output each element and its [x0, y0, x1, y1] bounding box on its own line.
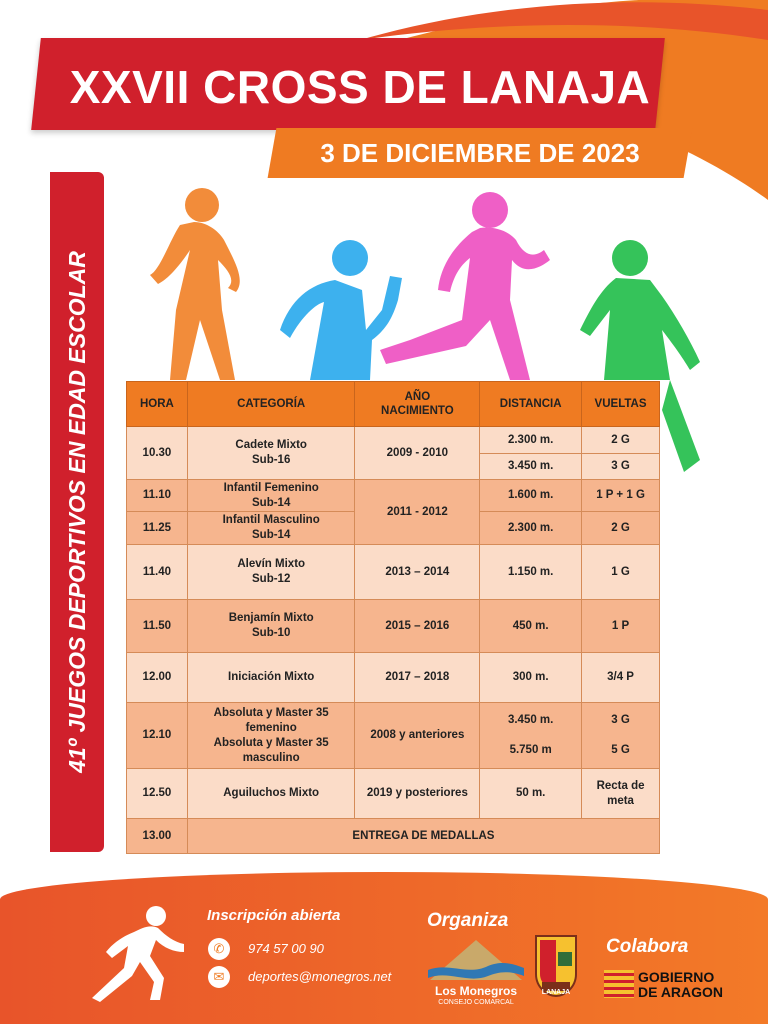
header-ano: AÑO NACIMIENTO: [355, 382, 480, 427]
runner-blue-figure: [280, 240, 402, 380]
table-row: 11.50 Benjamín Mixto Sub-10 2015 – 2016 450 m. 1 P: [127, 600, 660, 653]
table-row: 13.00 ENTREGA DE MEDALLAS: [127, 819, 660, 854]
email-icon: ✉: [208, 966, 230, 988]
footer-runner-icon: [84, 902, 194, 1002]
table-row: 11.10 Infantil Femenino Sub-14 2011 - 2012 1.600 m. 1 P + 1 G: [127, 480, 660, 512]
runner-orange-figure: [150, 188, 240, 380]
table-row: 11.25 Infantil Masculino Sub-14 2.300 m. 2 G: [127, 512, 660, 545]
schedule-table: [126, 381, 660, 854]
lanaja-logo-label: LANAJA: [541, 989, 571, 996]
table-row: 12.50 Aguiluchos Mixto 2019 y posteriores 50 m. Recta de meta: [127, 769, 660, 819]
email-link[interactable]: deportes@monegros.net: [248, 969, 392, 984]
monegros-logo-title: Los Monegros: [434, 984, 517, 998]
table-row: 12.10 Absoluta y Master 35 femenino Absoluta y Master 35 masculino 2008 y anteriores 3.450 m. 5.750 m 3 G 5 G: [127, 703, 660, 769]
monegros-logo-subtitle: CONSEJO COMARCAL: [438, 999, 514, 1006]
phone-icon: ✆: [208, 938, 230, 960]
event-date: 3 DE DICIEMBRE DE 2023: [320, 138, 640, 168]
header-categoria: CATEGORÍA: [187, 382, 355, 427]
table-row: 12.00 Iniciación Mixto 2017 – 2018 300 m. 3/4 P: [127, 653, 660, 703]
monegros-logo-mark: [428, 936, 524, 986]
table-row: 10.30 Cadete Mixto Sub-16 2009 - 2010 2.300 m. 2 G: [127, 427, 660, 454]
gobierno-logo-line2: DE ARAGON: [638, 984, 724, 1000]
side-banner-text: 41º JUEGOS DEPORTIVOS EN EDAD ESCOLAR: [64, 251, 90, 773]
header-distancia: DISTANCIA: [480, 382, 582, 427]
table-row: 11.40 Alevín Mixto Sub-12 2013 – 2014 1.150 m. 1 G: [127, 545, 660, 600]
table-header-row: [127, 382, 660, 427]
table-row: 3.450 m. 3 G: [127, 454, 660, 480]
aragon-flag-icon: [604, 970, 634, 998]
organiza-label: Organiza: [427, 910, 509, 931]
colabora-label: Colabora: [606, 936, 689, 957]
gobierno-logo-line1: GOBIERNO: [638, 969, 715, 985]
event-title: XXVII CROSS DE LANAJA: [69, 61, 651, 113]
inscripcion-label: Inscripción abierta: [207, 907, 341, 924]
header-hora: HORA: [127, 382, 188, 427]
header-vueltas: VUELTAS: [582, 382, 660, 427]
phone-number: 974 57 00 90: [248, 941, 324, 956]
runner-pink-figure: [380, 192, 550, 380]
